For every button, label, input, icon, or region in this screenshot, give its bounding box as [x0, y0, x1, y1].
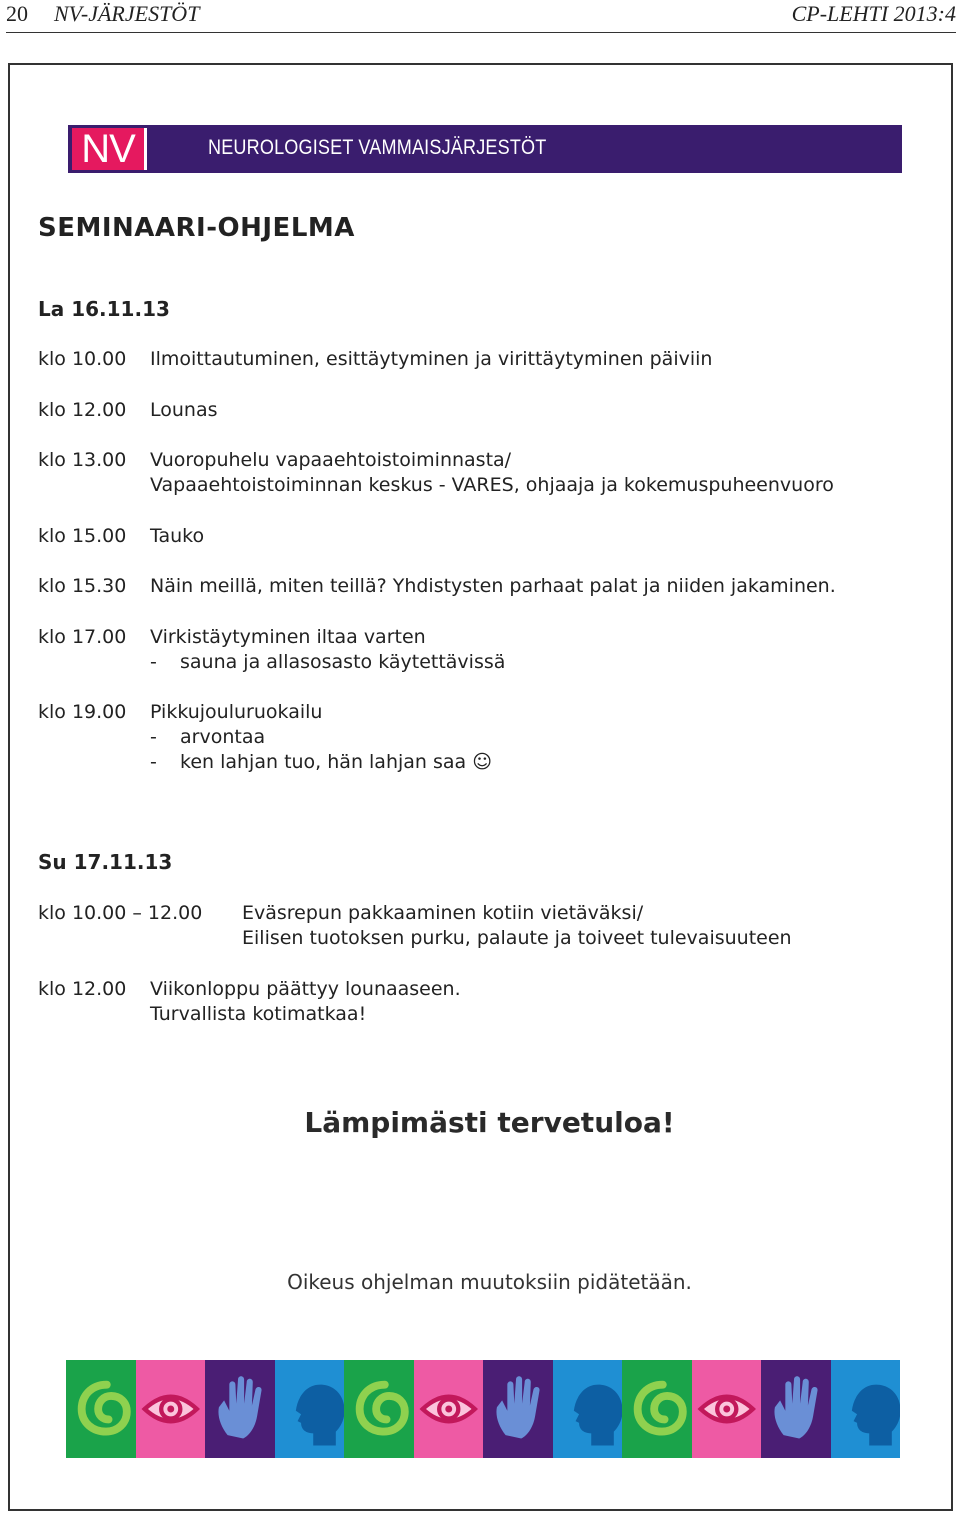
head-profile-icon [553, 1360, 623, 1458]
schedule-time: klo 15.00 [38, 525, 127, 547]
schedule-bullet [150, 750, 492, 775]
schedule-line: Eväsrepun pakkaaminen kotiin vietäväksi/ [242, 902, 644, 924]
schedule-description [150, 625, 505, 675]
schedule-line: Turvallista kotimatkaa! [150, 1003, 367, 1025]
hand-icon [205, 1360, 275, 1458]
issue-label: CP-LEHTI 2013:4 [791, 1, 956, 26]
schedule-time: klo 17.00 [38, 626, 127, 648]
symbol-tile [692, 1360, 762, 1458]
eye-icon [692, 1360, 762, 1458]
schedule-description [150, 398, 218, 423]
schedule-bullet [150, 650, 505, 675]
symbol-tile [275, 1360, 345, 1458]
schedule-line: Tauko [150, 525, 205, 547]
spiral-icon [66, 1360, 136, 1458]
schedule-time: klo 12.00 [38, 399, 127, 421]
running-head [0, 0, 960, 34]
bullet-dash: - [150, 751, 157, 773]
schedule-description [242, 901, 792, 951]
welcome-text: Lämpimästi tervetuloa! [304, 1106, 675, 1139]
day-heading: La 16.11.13 [38, 297, 170, 321]
section-title: NV-JÄRJESTÖT [54, 1, 200, 26]
schedule-time: klo 12.00 [38, 978, 127, 1000]
eye-icon [414, 1360, 484, 1458]
schedule-description [150, 977, 461, 1027]
day-heading: Su 17.11.13 [38, 850, 173, 874]
schedule-time: klo 10.00 – 12.00 [38, 902, 203, 924]
schedule-description [150, 524, 204, 549]
spiral-icon [344, 1360, 414, 1458]
bullet-dash: - [150, 726, 157, 748]
eye-icon [136, 1360, 206, 1458]
schedule-line: Viikonloppu päättyy lounaaseen. [150, 978, 461, 1000]
nv-logo: NV [72, 128, 147, 170]
schedule-line: Virkistäytyminen iltaa varten [150, 626, 426, 648]
page-number: 20 [6, 1, 28, 26]
org-banner [68, 125, 902, 173]
schedule-line: Ilmoittautuminen, esittäytyminen ja virittäytyminen päiviin [150, 348, 713, 370]
hand-icon [483, 1360, 553, 1458]
symbol-tile [344, 1360, 414, 1458]
schedule-line: Vapaaehtoistoiminnan keskus - VARES, ohjaaja ja kokemuspuheenvuoro [150, 474, 834, 496]
schedule-bullet [150, 725, 492, 750]
symbol-tile-strip [66, 1360, 900, 1458]
symbol-tile [483, 1360, 553, 1458]
head-profile-icon [831, 1360, 901, 1458]
symbol-tile [414, 1360, 484, 1458]
symbol-tile [622, 1360, 692, 1458]
spiral-icon [622, 1360, 692, 1458]
symbol-tile [831, 1360, 901, 1458]
hand-icon [761, 1360, 831, 1458]
program-title: SEMINAARI-OHJELMA [38, 213, 355, 243]
schedule-description [150, 448, 834, 498]
org-name: NEUROLOGISET VAMMAISJÄRJESTÖT [208, 136, 547, 159]
schedule-line: Näin meillä, miten teillä? Yhdistysten parhaat palat ja niiden jakaminen. [150, 575, 836, 597]
symbol-tile [136, 1360, 206, 1458]
bullet-text: arvontaa [180, 726, 266, 748]
schedule-time: klo 19.00 [38, 701, 127, 723]
schedule-description [150, 574, 836, 599]
seminar-poster [8, 63, 953, 1511]
header-rule [6, 32, 956, 33]
bullet-text: ken lahjan tuo, hän lahjan saa ☺ [180, 751, 493, 773]
schedule-line: Pikkujouluruokailu [150, 701, 323, 723]
bullet-dash: - [150, 651, 157, 673]
schedule-time: klo 13.00 [38, 449, 127, 471]
symbol-tile [66, 1360, 136, 1458]
symbol-tile [205, 1360, 275, 1458]
schedule-time: klo 10.00 [38, 348, 127, 370]
schedule-time: klo 15.30 [38, 575, 127, 597]
disclaimer-text: Oikeus ohjelman muutoksiin pidätetään. [287, 1270, 692, 1294]
schedule-description [150, 347, 712, 372]
head-profile-icon [275, 1360, 345, 1458]
symbol-tile [761, 1360, 831, 1458]
schedule-line: Eilisen tuotoksen purku, palaute ja toiveet tulevaisuuteen [242, 927, 792, 949]
schedule-description [150, 700, 492, 775]
schedule-line: Vuoropuhelu vapaaehtoistoiminnasta/ [150, 449, 512, 471]
schedule-line: Lounas [150, 399, 218, 421]
symbol-tile [553, 1360, 623, 1458]
bullet-text: sauna ja allasosasto käytettävissä [180, 651, 506, 673]
